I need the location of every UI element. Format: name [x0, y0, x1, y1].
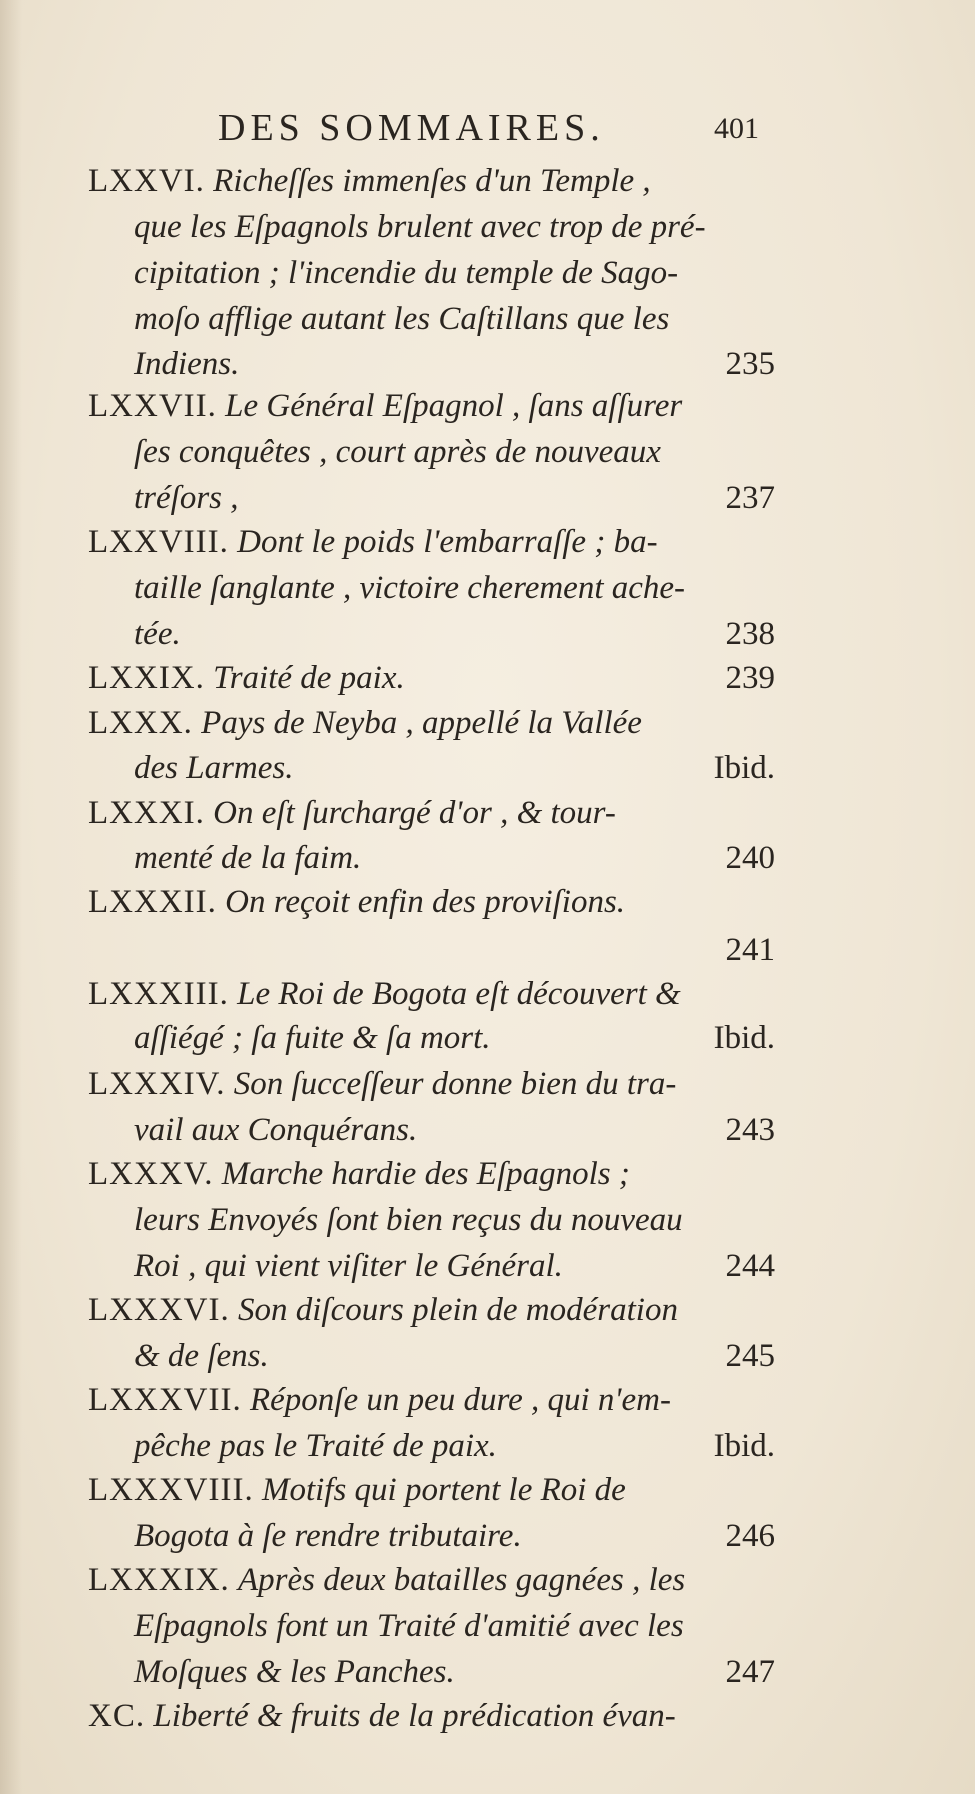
entry-text-line: Indiens. [134, 346, 240, 382]
page-reference: 244 [725, 1248, 775, 1284]
entry-text-line: Après deux batailles gagnées , les [237, 1562, 686, 1598]
page-reference: 235 [725, 346, 775, 382]
entry-number: LXXXIII. [88, 976, 229, 1012]
entry-number: LXXX. [88, 705, 193, 741]
header-title: DES SOMMAIRES. [218, 107, 605, 149]
entry-number: LXXXV. [88, 1156, 214, 1192]
page-number: 401 [714, 112, 759, 145]
entry-text-line: pêche pas le Traité de paix. [134, 1428, 497, 1464]
entry-number: LXXXIX. [88, 1562, 230, 1598]
entry-text-line: Motifs qui portent le Roi de [261, 1472, 626, 1508]
entry-text-line: Son ſucceſſeur donne bien du tra- [233, 1066, 677, 1102]
entry-text-line: aſſiégé ; ſa fuite & ſa mort. [134, 1020, 491, 1056]
entry-number: LXXVI. [88, 163, 205, 199]
page-reference: 247 [725, 1654, 775, 1690]
entry-text-line: Son diſcours plein de modération [237, 1292, 678, 1328]
entry-text-line: Le Roi de Bogota eſt découvert & [237, 976, 681, 1012]
entry-text-line: Moſques & les Panches. [134, 1654, 455, 1690]
entry-text-line: Eſpagnols font un Traité d'amitié avec les [134, 1608, 684, 1644]
entry-number: LXXIX. [88, 660, 205, 696]
entry-text-line: ſes conquêtes , court après de nouveaux [134, 434, 661, 470]
entry-text-line: Traité de paix. [213, 660, 405, 696]
entry-text-line: Pays de Neyba , appellé la Vallée [201, 705, 642, 741]
page-reference: 246 [725, 1518, 775, 1554]
entry-text-line: des Larmes. [134, 750, 294, 786]
entry-text-line: Liberté & fruits de la prédication évan- [153, 1698, 676, 1734]
entry-text-line: leurs Envoyés ſont bien reçus du nouveau [134, 1202, 683, 1238]
entry-text-line: Marche hardie des Eſpagnols ; [221, 1156, 630, 1192]
entry-number: LXXVIII. [88, 524, 229, 560]
entry-number: LXXXVII. [88, 1382, 242, 1418]
entry-number: LXXVII. [88, 388, 217, 424]
entry-text-line: On eſt ſurchargé d'or , & tour- [213, 795, 616, 831]
entry-number: LXXXIV. [88, 1066, 226, 1102]
entry-text-line: Bogota à ſe rendre tributaire. [134, 1518, 522, 1554]
page-reference: Ibid. [713, 1428, 775, 1464]
page-reference: 237 [725, 480, 775, 516]
entry-text-line: Roi , qui vient viſiter le Général. [134, 1248, 563, 1284]
entry-text-line: vail aux Conquérans. [134, 1112, 418, 1148]
entry-text-line: que les Eſpagnols brulent avec trop de pré- [134, 209, 706, 245]
page-reference: Ibid. [713, 750, 775, 786]
entry-text-line: tée. [134, 616, 181, 652]
entry-text-line: menté de la faim. [134, 840, 362, 876]
entry-text-line: taille ſanglante , victoire cherement ache- [134, 570, 686, 606]
page-reference: 245 [725, 1338, 775, 1374]
entry-number: XC. [88, 1698, 146, 1734]
entry-number: LXXXVIII. [88, 1472, 254, 1508]
entry-number: LXXXVI. [88, 1292, 230, 1328]
entry-text-line: Le Général Eſpagnol , ſans aſſurer [225, 388, 683, 424]
page-reference: Ibid. [713, 1020, 775, 1056]
entry-text-line: On reçoit enfin des proviſions. [225, 884, 626, 920]
entry-text-line: cipitation ; l'incendie du temple de Sago- [134, 255, 679, 291]
page-reference: 240 [725, 840, 775, 876]
entry-text-line: & de ſens. [134, 1338, 269, 1374]
entry-text-line: tréſors , [134, 480, 239, 516]
entry-text-line: Réponſe un peu dure , qui n'em- [249, 1382, 671, 1418]
entry-text-line: Dont le poids l'embarraſſe ; ba- [237, 524, 658, 560]
page-reference: 238 [725, 616, 775, 652]
entry-text-line: Richeſſes immenſes d'un Temple , [213, 163, 651, 199]
page-reference: 241 [725, 932, 775, 968]
page-reference: 239 [725, 660, 775, 696]
entry-text-line: moſo afflige autant les Caſtillans que les [134, 301, 670, 337]
page-reference: 243 [725, 1112, 775, 1148]
entry-number: LXXXII. [88, 884, 217, 920]
entry-number: LXXXI. [88, 795, 205, 831]
